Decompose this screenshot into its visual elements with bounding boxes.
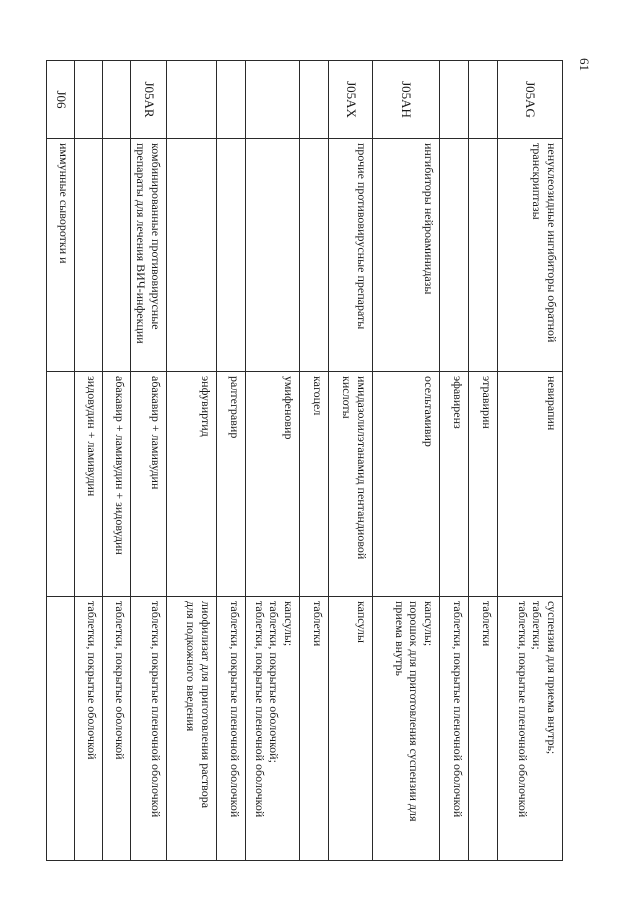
- atc-code-cell: J06: [47, 61, 75, 139]
- dosage-forms-cell: [440, 597, 469, 861]
- dosage-form-line: таблетки, покрытые оболочкой: [113, 601, 127, 760]
- dosage-form-line: порошок для приготовления суспензии для приема внутрь: [393, 601, 422, 822]
- drug-table-rotated: [52, 60, 563, 860]
- dosage-forms-cell: [167, 597, 217, 861]
- dosage-forms-cell: [131, 597, 167, 861]
- group-name-cell: иммунные сыворотки и: [47, 139, 75, 372]
- page-number: 61: [577, 58, 592, 71]
- atc-code-cell: J05AX: [329, 61, 373, 139]
- drug-name-cell: эфавиренз: [440, 372, 469, 597]
- drug-name-cell: [47, 372, 75, 597]
- dosage-forms-cell: [47, 597, 75, 861]
- drug-name-cell: абакавир + ламивудин: [131, 372, 167, 597]
- dosage-form-line: для подкожного введения: [184, 601, 199, 732]
- dosage-forms-cell: [103, 597, 131, 861]
- atc-code-cell: [300, 61, 329, 139]
- dosage-form-line: таблетки, покрытые пленочной оболочкой: [253, 601, 267, 818]
- dosage-form-line: таблетки, покрытые оболочкой;: [267, 601, 282, 763]
- table-row: [440, 61, 469, 861]
- dosage-forms-cell: [246, 597, 300, 861]
- table-row: [167, 61, 217, 861]
- dosage-form-line: лиофилизат для приготовления раствора: [199, 601, 213, 809]
- drug-table-frame: [52, 60, 563, 860]
- dosage-forms-cell: [75, 597, 103, 861]
- atc-code-cell: [440, 61, 469, 139]
- dosage-form-line: таблетки, покрытые пленочной оболочкой: [228, 601, 242, 818]
- group-name-cell: [300, 139, 329, 372]
- atc-code-cell: [167, 61, 217, 139]
- table-row: [47, 61, 75, 861]
- dosage-form-line: таблетки, покрытые пленочной оболочкой: [451, 601, 465, 818]
- drug-name-cell: этравирин: [469, 372, 498, 597]
- drug-name-cell: невирапин: [498, 372, 563, 597]
- group-name-cell: [217, 139, 246, 372]
- dosage-form-line: таблетки;: [530, 601, 545, 650]
- drug-name-cell: имидазолилэтанамид пентандиовой кислоты: [329, 372, 373, 597]
- drug-name-cell: зидовудин + ламивудин: [75, 372, 103, 597]
- atc-code-cell: J05AG: [498, 61, 563, 139]
- dosage-form-line: капсулы;: [422, 601, 436, 647]
- group-name-cell: ингибиторы нейроаминидазы: [373, 139, 440, 372]
- atc-code-cell: J05AR: [131, 61, 167, 139]
- dosage-form-line: таблетки: [480, 601, 494, 647]
- drug-name-cell: абакавир + ламивудин + зидовудин: [103, 372, 131, 597]
- drug-name-cell: умифеновир: [246, 372, 300, 597]
- dosage-form-line: суспензия для приема внутрь;: [545, 601, 559, 755]
- drug-name-cell: осельтамивир: [373, 372, 440, 597]
- dosage-form-line: таблетки: [311, 601, 325, 647]
- group-name-cell: [246, 139, 300, 372]
- drug-name-cell: кагоцел: [300, 372, 329, 597]
- group-name-cell: [469, 139, 498, 372]
- group-name-cell: ненуклеозидные ингибиторы обратной транскриптазы: [498, 139, 563, 372]
- table-row: [469, 61, 498, 861]
- dosage-forms-cell: [469, 597, 498, 861]
- table-row: [329, 61, 373, 861]
- table-row: [75, 61, 103, 861]
- dosage-form-line: таблетки, покрытые пленочной оболочкой: [516, 601, 530, 818]
- group-name-cell: [75, 139, 103, 372]
- dosage-forms-cell: [498, 597, 563, 861]
- group-name-cell: прочие противовирусные препараты: [329, 139, 373, 372]
- dosage-form-line: таблетки, покрытые пленочной оболочкой: [149, 601, 163, 818]
- drug-table: [46, 60, 563, 861]
- table-row: [373, 61, 440, 861]
- dosage-form-line: таблетки, покрытые оболочкой: [85, 601, 99, 760]
- atc-code-cell: [246, 61, 300, 139]
- dosage-form-line: капсулы: [355, 601, 369, 643]
- table-row: [103, 61, 131, 861]
- dosage-forms-cell: [373, 597, 440, 861]
- group-name-cell: [440, 139, 469, 372]
- dosage-forms-cell: [217, 597, 246, 861]
- dosage-form-line: капсулы;: [282, 601, 296, 647]
- table-row: [131, 61, 167, 861]
- group-name-cell: [167, 139, 217, 372]
- atc-code-cell: J05AH: [373, 61, 440, 139]
- table-row: [498, 61, 563, 861]
- table-row: [217, 61, 246, 861]
- table-row: [246, 61, 300, 861]
- drug-name-cell: ралтегравир: [217, 372, 246, 597]
- group-name-cell: [103, 139, 131, 372]
- atc-code-cell: [75, 61, 103, 139]
- drug-name-cell: энфувиртид: [167, 372, 217, 597]
- dosage-forms-cell: [300, 597, 329, 861]
- table-row: [300, 61, 329, 861]
- atc-code-cell: [469, 61, 498, 139]
- dosage-forms-cell: [329, 597, 373, 861]
- atc-code-cell: [103, 61, 131, 139]
- atc-code-cell: [217, 61, 246, 139]
- drug-table-body: [47, 61, 563, 861]
- group-name-cell: комбинированные противовирусные препараты для лечения ВИЧ-инфекции: [131, 139, 167, 372]
